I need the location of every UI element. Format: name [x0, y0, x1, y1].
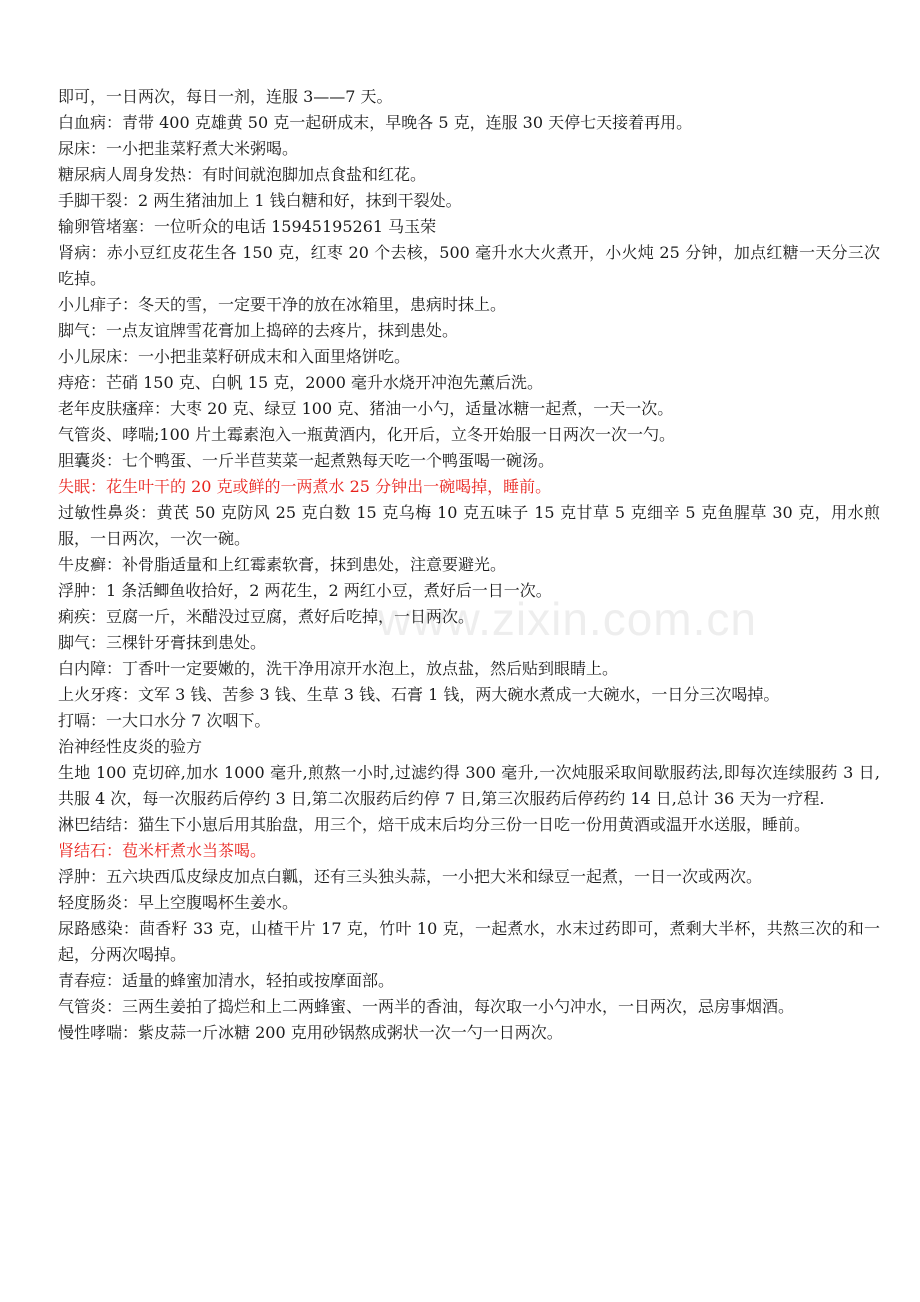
remedy-paragraph: 手脚干裂：2 两生猪油加上 1 钱白糖和好，抹到干裂处。	[58, 191, 462, 210]
remedy-paragraph: 输卵管堵塞：一位听众的电话 15945195261 马玉荣	[58, 217, 437, 236]
remedy-paragraph: 胆囊炎：七个鸭蛋、一斤半苣荬菜一起煮熟每天吃一个鸭蛋喝一碗汤。	[58, 451, 555, 470]
remedy-paragraph: 浮肿：五六块西瓜皮绿皮加点白瓤，还有三头独头蒜，一小把大米和绿豆一起煮，一日一次或两次。	[58, 867, 763, 886]
remedy-paragraph: 青春痘：适量的蜂蜜加清水，轻拍或按摩面部。	[58, 971, 395, 990]
remedy-paragraph: 慢性哮喘：紫皮蒜一斤冰糖 200 克用砂锅熬成粥状一次一勺一日两次。	[58, 1023, 563, 1042]
remedy-paragraph: 淋巴结结：猫生下小崽后用其胎盘，用三个，焙干成末后均分三份一日吃一份用黄酒或温开水送服，睡前。	[58, 815, 811, 834]
remedy-paragraph: 痔疮：芒硝 150 克、白帆 15 克，2000 毫升水烧开冲泡先薰后洗。	[58, 373, 544, 392]
remedy-paragraph: 肾结石：苞米杆煮水当茶喝。	[58, 841, 267, 860]
remedy-paragraph: 痢疾：豆腐一斤，米醋没过豆腐，煮好后吃掉，一日两次。	[58, 607, 475, 626]
remedy-paragraph: 老年皮肤瘙痒：大枣 20 克、绿豆 100 克、猪油一小勺，适量冰糖一起煮，一天一次。	[58, 399, 674, 418]
remedy-paragraph: 小儿尿床：一小把韭菜籽研成末和入面里烙饼吃。	[58, 347, 411, 366]
remedy-paragraph: 即可，一日两次，每日一剂，连服 3——7 天。	[58, 87, 393, 106]
remedy-paragraph: 脚气：一点友谊牌雪花膏加上捣碎的去疼片，抹到患处。	[58, 321, 459, 340]
remedy-paragraph: 过敏性鼻炎：黄芪 50 克防风 25 克白数 15 克乌梅 10 克五味子 15 克甘草 5 克细辛 5 克鱼腥草 30 克，用水煎服，一日两次，一次一碗。	[58, 503, 880, 548]
remedy-paragraph: 肾病：赤小豆红皮花生各 150 克，红枣 20 个去核，500 毫升水大火煮开，小火炖 25 分钟，加点红糖一天分三次吃掉。	[58, 243, 880, 288]
remedy-paragraph: 白血病：青带 400 克雄黄 50 克一起研成末，早晚各 5 克，连服 30 天停七天接着再用。	[58, 113, 693, 132]
remedy-paragraph: 打嗝：一大口水分 7 次咽下。	[58, 711, 271, 730]
remedy-paragraph: 失眠：花生叶干的 20 克或鲜的一两煮水 25 分钟出一碗喝掉，睡前。	[58, 477, 552, 496]
remedy-paragraph: 轻度肠炎：早上空腹喝杯生姜水。	[58, 893, 299, 912]
remedy-paragraph: 浮肿：1 条活鲫鱼收拾好，2 两花生，2 两红小豆，煮好后一日一次。	[58, 581, 552, 600]
remedy-paragraph: 尿路感染：茴香籽 33 克，山楂干片 17 克，竹叶 10 克，一起煮水，水末过药即可，煮剩大半杯，共熬三次的和一起，分两次喝掉。	[58, 919, 880, 964]
remedy-paragraph: 小儿痱子：冬天的雪，一定要干净的放在冰箱里，患病时抹上。	[58, 295, 507, 314]
remedy-paragraph: 牛皮癣：补骨脂适量和上红霉素软膏，抹到患处，注意要避光。	[58, 555, 507, 574]
watermark: www.zixin.com.cn	[378, 593, 757, 645]
remedy-paragraph: 上火牙疼：文军 3 钱、苦参 3 钱、生草 3 钱、石膏 1 钱，两大碗水煮成一大碗水，一日分三次喝掉。	[58, 685, 780, 704]
remedy-paragraph: 脚气：三棵针牙膏抹到患处。	[58, 633, 267, 652]
remedy-paragraph: 气管炎、哮喘;100 片土霉素泡入一瓶黄酒内，化开后，立冬开始服一日两次一次一勺。	[58, 425, 676, 444]
remedy-paragraph: 生地 100 克切碎,加水 1000 毫升,煎熬一小时,过滤约得 300 毫升,一次炖服采取间歇服药法,即每次连续服药 3 日,共服 4 次，每一次服药后停约 3 日,第二次服药后约停 7 日,第三次服药后停药约 14 日,总计 36 天为一疗程.	[58, 763, 880, 808]
remedy-paragraph: 糖尿病人周身发热：有时间就泡脚加点食盐和红花。	[58, 165, 427, 184]
remedy-paragraph: 气管炎：三两生姜拍了捣烂和上二两蜂蜜、一两半的香油，每次取一小勺冲水，一日两次，忌房事烟酒。	[58, 997, 795, 1016]
remedy-paragraph: 尿床：一小把韭菜籽煮大米粥喝。	[58, 139, 299, 158]
document-body	[58, 84, 880, 1046]
remedy-paragraph: 治神经性皮炎的验方	[58, 737, 203, 756]
remedy-paragraph: 白内障：丁香叶一定要嫩的，洗干净用凉开水泡上，放点盐，然后贴到眼睛上。	[58, 659, 619, 678]
